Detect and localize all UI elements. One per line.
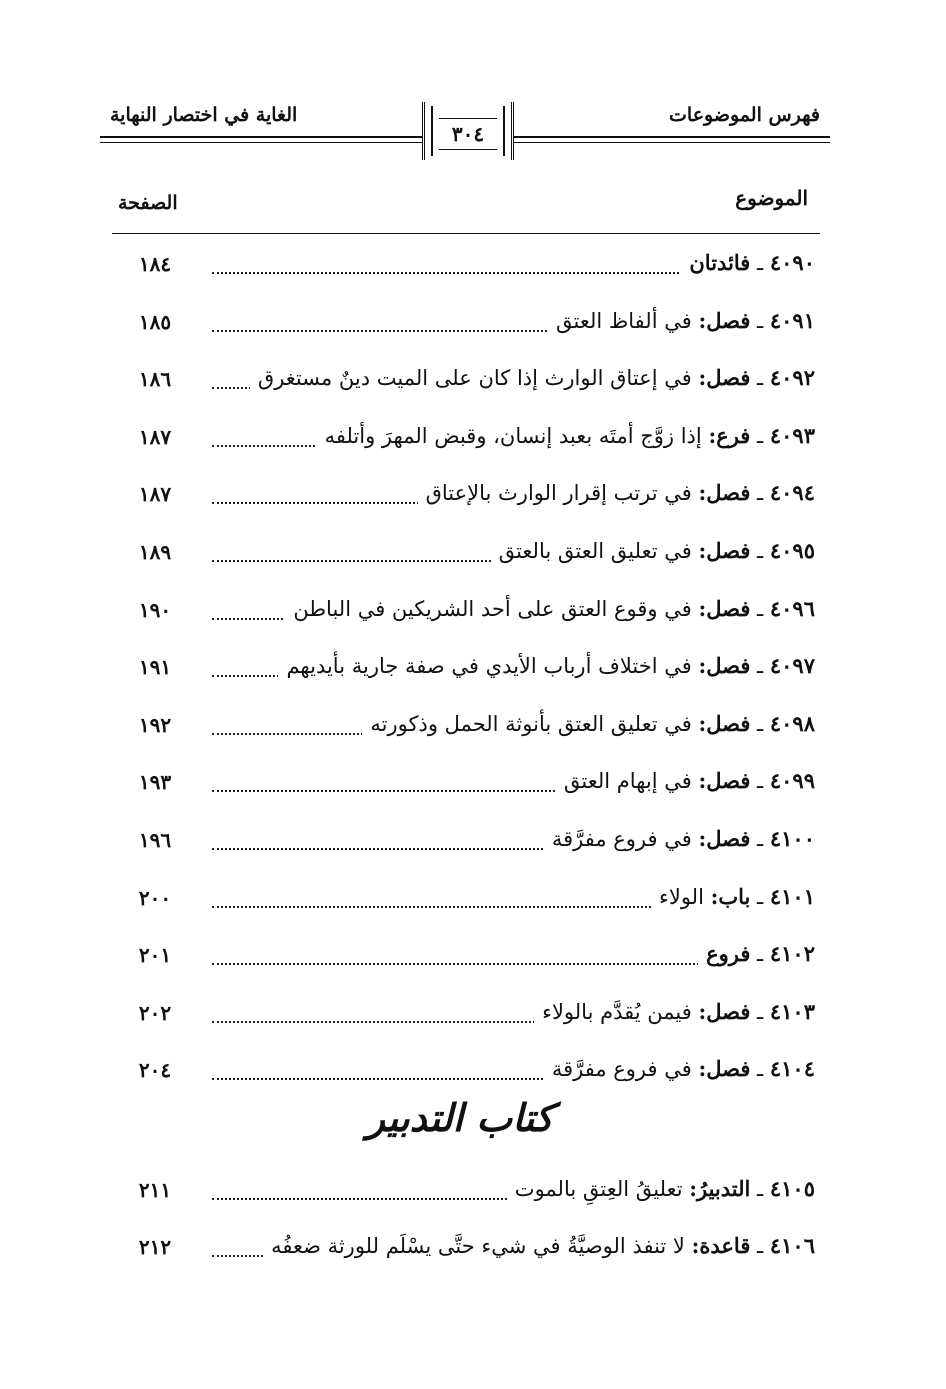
entry-number: ٤٠٩٢ (769, 365, 815, 391)
toc-entry (120, 596, 815, 636)
entry-page-number: ٢٠١ (138, 943, 172, 968)
entry-text: الولاء (658, 884, 704, 909)
toc-entry (120, 826, 815, 866)
entry-text: في اختلاف أرباب الأيدي في صفة جارية بأيديهم (286, 654, 692, 679)
header-book-title: الغاية في اختصار النهاية (110, 104, 298, 126)
page-header (100, 96, 830, 174)
section-title-text: كتاب التدبير (366, 1095, 554, 1140)
toc-entry (120, 711, 815, 751)
entry-page-number: ٢١١ (138, 1178, 172, 1202)
entry-text: إذا زوَّج أمتَه بعبد إنسان، وقبض المهرَ وأتلفه (324, 423, 702, 448)
entry-number: ٤٠٩٨ (769, 710, 815, 736)
entry-page-number: ١٨٤ (138, 252, 172, 276)
entry-title: ٤٠٩٨ ـ فصل: في تعليق العتق بأنوثة الحمل وذكورته (362, 711, 815, 736)
entry-number: ٤٠٩٤ (769, 480, 815, 506)
entry-label: فصل: (698, 1056, 751, 1082)
entry-page-number: ١٩١ (138, 655, 172, 680)
entry-label: فصل: (698, 998, 751, 1024)
entry-label: فصل: (698, 768, 751, 794)
toc-entry (120, 1233, 815, 1273)
entry-page-number: ١٩٣ (138, 770, 172, 795)
entry-number: ٤٠٩٩ (769, 768, 815, 794)
entry-title: ٤٠٩٢ ـ فصل: في إعتاق الوارث إذا كان على الميت دينٌ مستغرق (250, 365, 815, 390)
page-number-frame (422, 102, 514, 160)
entry-page-number: ١٩٠ (138, 597, 172, 622)
entry-text: في إعتاق الوارث إذا كان على الميت دينٌ مستغرق (257, 366, 692, 391)
entry-number: ٤٠٩٧ (769, 653, 815, 679)
entry-title: ٤٠٩٥ ـ فصل: في تعليق العتق بالعتق (491, 538, 815, 563)
entry-page-number: ١٨٩ (138, 540, 172, 564)
entry-title: ٤٠٩٠ ـ فائدتان (681, 250, 815, 275)
entry-label: فصل: (698, 480, 751, 506)
entry-text: في فروع مفرَّقة (551, 1057, 692, 1082)
entry-label: فصل: (698, 710, 751, 736)
toc-entry (120, 884, 815, 924)
entry-text: في فروع مفرَّقة (551, 827, 692, 851)
column-heading-rule (112, 233, 820, 234)
toc-entry (120, 999, 815, 1039)
entry-text: في ألفاظ العتق (555, 308, 692, 333)
entry-label: فصل: (698, 538, 751, 563)
entry-number: ٤١٠٢ (769, 941, 815, 967)
entry-label: فصل: (698, 365, 751, 391)
toc-entry (120, 365, 815, 405)
toc-entry (120, 941, 815, 981)
entry-page-number: ٢٠٢ (138, 1000, 172, 1025)
entry-title: ٤١٠٣ ـ فصل: فيمن يُقدَّم بالولاء (534, 999, 815, 1024)
entry-title: ٤١٠٤ ـ فصل: في فروع مفرَّقة (544, 1056, 815, 1081)
entry-number: ٤١٠٣ (769, 998, 815, 1024)
entry-text: تعليقُ العِتقِ بالموت (514, 1177, 683, 1201)
toc-entry (120, 480, 815, 520)
toc-entry (120, 653, 815, 693)
header-section-title: فهرس الموضوعات (669, 104, 820, 126)
entry-label: فروع (706, 941, 751, 967)
toc-entry (120, 423, 815, 463)
entry-title: ٤٠٩١ ـ فصل: في ألفاظ العتق (548, 308, 815, 333)
entry-number: ٤٠٩٣ (769, 422, 815, 448)
entry-number: ٤٠٩٠ (769, 250, 815, 275)
column-headings (118, 186, 808, 226)
entry-number: ٤١٠٦ (769, 1233, 815, 1258)
toc-entry (120, 308, 815, 348)
entry-label: باب: (710, 883, 751, 909)
entry-label: قاعدة: (691, 1233, 751, 1258)
entry-page-number: ١٨٧ (138, 482, 172, 507)
entry-page-number: ١٨٧ (138, 424, 172, 449)
entry-number: ٤١٠١ (769, 883, 815, 909)
toc-entry (120, 1056, 815, 1096)
entry-page-number: ١٩٢ (138, 712, 172, 737)
entry-label: فصل: (698, 595, 751, 621)
entry-text: في ترتب إقرار الوارث بالإعتاق (425, 481, 692, 506)
entry-number: ٤١٠٠ (769, 826, 815, 851)
entry-label: فرع: (708, 422, 751, 448)
entry-page-number: ١٩٦ (138, 828, 172, 852)
entry-text: في تعليق العتق بأنوثة الحمل وذكورته (370, 711, 692, 736)
entry-title: ٤٠٩٧ ـ فصل: في اختلاف أرباب الأيدي في صفة جارية بأيديهم (278, 653, 815, 678)
entry-page-number: ٢١٢ (138, 1235, 172, 1259)
entry-label: فصل: (698, 826, 751, 851)
entry-title: ٤٠٩٣ ـ فرع: إذا زوَّج أمتَه بعبد إنسان، وقبض المهرَ وأتلفه (317, 423, 815, 448)
entry-title: ٤١٠٦ ـ قاعدة: لا تنفذ الوصيَّةُ في شيء حتَّى يسْلَم للورثة ضعفُه (263, 1233, 815, 1258)
entry-page-number: ٢٠٠ (138, 885, 172, 910)
page-column-heading: الصفحة (118, 192, 178, 214)
entry-title: ٤١٠١ ـ باب: الولاء (651, 884, 815, 909)
entry-text: في وقوع العتق على أحد الشريكين في الباطن (293, 596, 692, 621)
entry-text: في تعليق العتق بالعتق (498, 539, 692, 563)
entry-title: ٤١٠٠ ـ فصل: في فروع مفرَّقة (544, 826, 815, 851)
toc-entry (120, 538, 815, 578)
toc-entry (120, 250, 815, 290)
entry-text: فيمن يُقدَّم بالولاء (542, 999, 692, 1024)
page-number: ٣٠٤ (439, 118, 497, 150)
entry-label: التدبيرُ: (689, 1176, 751, 1201)
entry-label: فائدتان (689, 250, 751, 275)
entry-label: فصل: (698, 653, 751, 679)
section-title (330, 1095, 590, 1140)
entry-number: ٤٠٩١ (769, 307, 815, 333)
toc-entry (120, 768, 815, 808)
entry-page-number: ٢٠٤ (138, 1058, 172, 1083)
entry-title: ٤٠٩٤ ـ فصل: في ترتب إقرار الوارث بالإعتاق (418, 480, 815, 505)
topic-column-heading: الموضوع (735, 186, 808, 210)
entry-title: ٤١٠٢ ـ فروع (698, 941, 815, 966)
entry-page-number: ١٨٥ (138, 309, 172, 334)
entry-text: في إبهام العتق (563, 769, 692, 794)
entry-title: ٤٠٩٩ ـ فصل: في إبهام العتق (556, 768, 815, 793)
entry-number: ٤٠٩٦ (769, 595, 815, 621)
entry-number: ٤١٠٤ (769, 1056, 815, 1082)
entry-title: ٤١٠٥ ـ التدبيرُ: تعليقُ العِتقِ بالموت (507, 1176, 815, 1201)
entry-label: فصل: (698, 307, 751, 333)
entry-page-number: ١٨٦ (138, 367, 172, 392)
entry-text: لا تنفذ الوصيَّةُ في شيء حتَّى يسْلَم للورثة ضعفُه (271, 1234, 685, 1258)
entry-title: ٤٠٩٦ ـ فصل: في وقوع العتق على أحد الشريكين في الباطن (285, 596, 815, 621)
entry-number: ٤٠٩٥ (769, 538, 815, 563)
entry-number: ٤١٠٥ (769, 1176, 815, 1201)
toc-entry (120, 1176, 815, 1216)
